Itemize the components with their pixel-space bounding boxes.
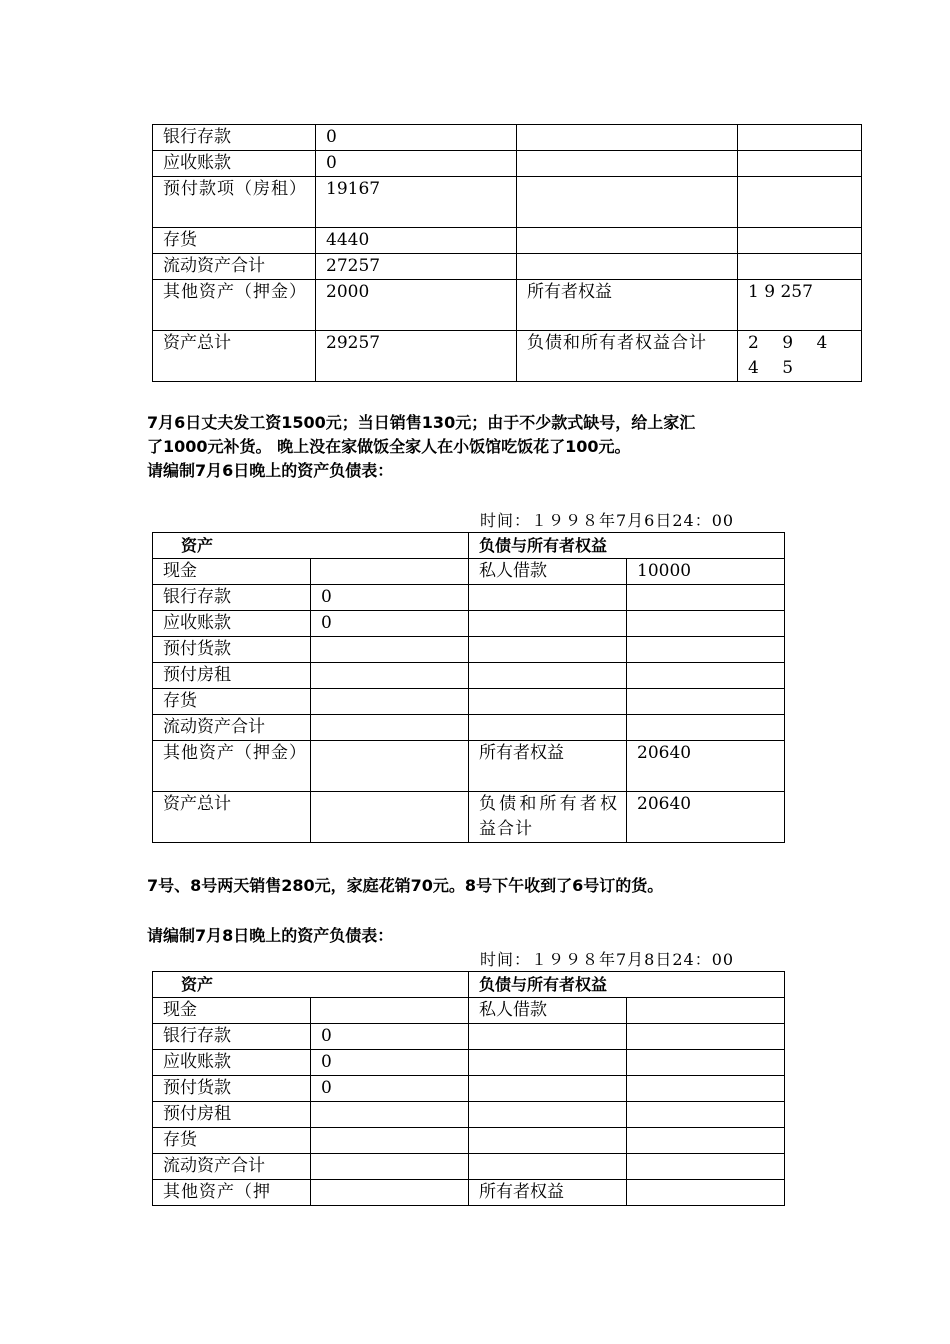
table-cell: 流动资产合计 xyxy=(153,715,311,741)
table-row xyxy=(153,663,785,689)
table-cell xyxy=(627,1154,785,1180)
table-row xyxy=(153,637,785,663)
table-cell xyxy=(311,715,469,741)
table-row xyxy=(153,228,862,254)
table-cell xyxy=(627,1024,785,1050)
table-row xyxy=(153,559,785,585)
table-cell xyxy=(311,741,469,792)
table-cell: 所有者权益 xyxy=(469,1180,627,1206)
table-cell: 1 9 257 xyxy=(738,280,862,331)
table-cell: 预付房租 xyxy=(153,663,311,689)
header-liabilities-equity: 负债与所有者权益 xyxy=(469,533,785,559)
paragraph-line: 7月6日丈夫发工资1500元；当日销售130元；由于不少款式缺号，给上家汇 xyxy=(147,413,696,432)
table-cell: 所有者权益 xyxy=(469,741,627,792)
table-cell xyxy=(311,998,469,1024)
table-cell: 10000 xyxy=(627,559,785,585)
table-cell: 预付款项（房租） xyxy=(153,177,316,228)
table-cell: 其他资产（押金） xyxy=(153,280,316,331)
table-cell xyxy=(627,998,785,1024)
timestamp: 时间：１９９８年7月6日24：00 xyxy=(480,511,735,530)
table-cell xyxy=(469,585,627,611)
table-row xyxy=(153,280,862,331)
table-cell xyxy=(469,1128,627,1154)
table-cell: 存货 xyxy=(153,689,311,715)
table-header-row xyxy=(153,533,785,559)
table-row xyxy=(153,741,785,792)
table-row xyxy=(153,1102,785,1128)
table-cell: 存货 xyxy=(153,228,316,254)
table-cell xyxy=(517,254,738,280)
table-cell xyxy=(738,125,862,151)
table-cell xyxy=(311,1180,469,1206)
table-row xyxy=(153,1128,785,1154)
header-liabilities-equity: 负债与所有者权益 xyxy=(469,972,785,998)
table-cell xyxy=(627,637,785,663)
table-cell xyxy=(469,689,627,715)
table-row xyxy=(153,585,785,611)
table-row xyxy=(153,792,785,843)
table-cell: 银行存款 xyxy=(153,125,316,151)
table-cell: 应收账款 xyxy=(153,151,316,177)
table-cell: 现金 xyxy=(153,559,311,585)
table-cell xyxy=(311,663,469,689)
table-cell xyxy=(517,228,738,254)
table-cell: 存货 xyxy=(153,1128,311,1154)
table-row xyxy=(153,151,862,177)
table-cell xyxy=(738,228,862,254)
table-cell xyxy=(469,1024,627,1050)
table-cell: 负债和所有者权益合计 xyxy=(469,792,627,843)
paragraph-line: 请编制7月6日晚上的资产负债表： xyxy=(147,461,394,480)
balance-sheet-table-3 xyxy=(152,971,785,1206)
table-cell: 0 xyxy=(311,1050,469,1076)
instruction-paragraph-2 xyxy=(147,874,817,898)
table-row xyxy=(153,611,785,637)
table-cell xyxy=(627,1102,785,1128)
table-cell xyxy=(517,151,738,177)
table-row xyxy=(153,254,862,280)
table-cell: 负债和所有者权益合计 xyxy=(517,331,738,382)
table-cell xyxy=(469,637,627,663)
table-cell: 银行存款 xyxy=(153,1024,311,1050)
table-cell: 0 xyxy=(316,125,517,151)
table-row xyxy=(153,998,785,1024)
table-cell: 资产总计 xyxy=(153,331,316,382)
table-cell xyxy=(469,715,627,741)
table-cell: 2 9 4 4 5 xyxy=(738,331,862,382)
table-cell: 资产总计 xyxy=(153,792,311,843)
table-cell: 其他资产（押金） xyxy=(153,741,311,792)
table-cell xyxy=(469,1076,627,1102)
table-cell xyxy=(469,1102,627,1128)
table-row xyxy=(153,1154,785,1180)
table-cell: 0 xyxy=(316,151,517,177)
instruction-paragraph-3 xyxy=(147,924,817,948)
table-cell xyxy=(311,1128,469,1154)
table-cell: 所有者权益 xyxy=(517,280,738,331)
table-cell xyxy=(627,1128,785,1154)
table-cell: 0 xyxy=(311,1076,469,1102)
paragraph-line: 请编制7月8日晚上的资产负债表： xyxy=(147,926,394,945)
balance-sheet-table-1 xyxy=(152,124,862,382)
table-cell: 流动资产合计 xyxy=(153,1154,311,1180)
table-cell xyxy=(311,559,469,585)
table-cell xyxy=(469,611,627,637)
instruction-paragraph-1 xyxy=(147,411,817,483)
table-cell: 27257 xyxy=(316,254,517,280)
table-cell xyxy=(627,715,785,741)
table-cell: 20640 xyxy=(627,741,785,792)
table-cell: 预付房租 xyxy=(153,1102,311,1128)
table-cell xyxy=(627,689,785,715)
table-cell xyxy=(627,1180,785,1206)
table-cell: 29257 xyxy=(316,331,517,382)
table-cell: 应收账款 xyxy=(153,611,311,637)
table-cell: 19167 xyxy=(316,177,517,228)
table-cell: 2000 xyxy=(316,280,517,331)
table-header-row xyxy=(153,972,785,998)
table-cell: 预付货款 xyxy=(153,1076,311,1102)
header-assets: 资产 xyxy=(153,972,469,998)
table-cell xyxy=(738,254,862,280)
table-cell xyxy=(627,611,785,637)
table-cell xyxy=(517,125,738,151)
table-row xyxy=(153,177,862,228)
table-cell xyxy=(311,1154,469,1180)
table-row xyxy=(153,1180,785,1206)
table-cell xyxy=(627,663,785,689)
header-assets: 资产 xyxy=(153,533,469,559)
table-row xyxy=(153,689,785,715)
timestamp: 时间：１９９８年7月8日24：00 xyxy=(480,950,735,969)
table-cell: 私人借款 xyxy=(469,998,627,1024)
table-cell xyxy=(738,177,862,228)
table-cell xyxy=(627,1050,785,1076)
table-cell: 私人借款 xyxy=(469,559,627,585)
table-cell xyxy=(311,1102,469,1128)
balance-sheet-table-2 xyxy=(152,532,785,843)
table-cell xyxy=(627,1076,785,1102)
table-cell xyxy=(311,689,469,715)
table-cell: 流动资产合计 xyxy=(153,254,316,280)
table-cell: 其他资产（押 xyxy=(153,1180,311,1206)
table-cell xyxy=(311,637,469,663)
table-cell xyxy=(311,792,469,843)
table-cell: 预付货款 xyxy=(153,637,311,663)
table-cell: 4440 xyxy=(316,228,517,254)
table-cell xyxy=(469,663,627,689)
table-cell xyxy=(517,177,738,228)
table-cell: 0 xyxy=(311,611,469,637)
paragraph-line: 了1000元补货。 晚上没在家做饭全家人在小饭馆吃饭花了100元。 xyxy=(147,437,631,456)
table-row xyxy=(153,125,862,151)
table-cell: 20640 xyxy=(627,792,785,843)
paragraph-line: 7号、8号两天销售280元，家庭花销70元。8号下午收到了6号订的货。 xyxy=(147,876,664,895)
table-cell xyxy=(469,1154,627,1180)
table-cell: 银行存款 xyxy=(153,585,311,611)
table-cell xyxy=(627,585,785,611)
table-cell: 0 xyxy=(311,585,469,611)
table-row xyxy=(153,1050,785,1076)
table-cell: 0 xyxy=(311,1024,469,1050)
table-cell: 现金 xyxy=(153,998,311,1024)
table-cell: 应收账款 xyxy=(153,1050,311,1076)
table-row xyxy=(153,715,785,741)
table-cell xyxy=(738,151,862,177)
table-cell xyxy=(469,1050,627,1076)
table-row xyxy=(153,331,862,382)
table-row xyxy=(153,1024,785,1050)
table-row xyxy=(153,1076,785,1102)
